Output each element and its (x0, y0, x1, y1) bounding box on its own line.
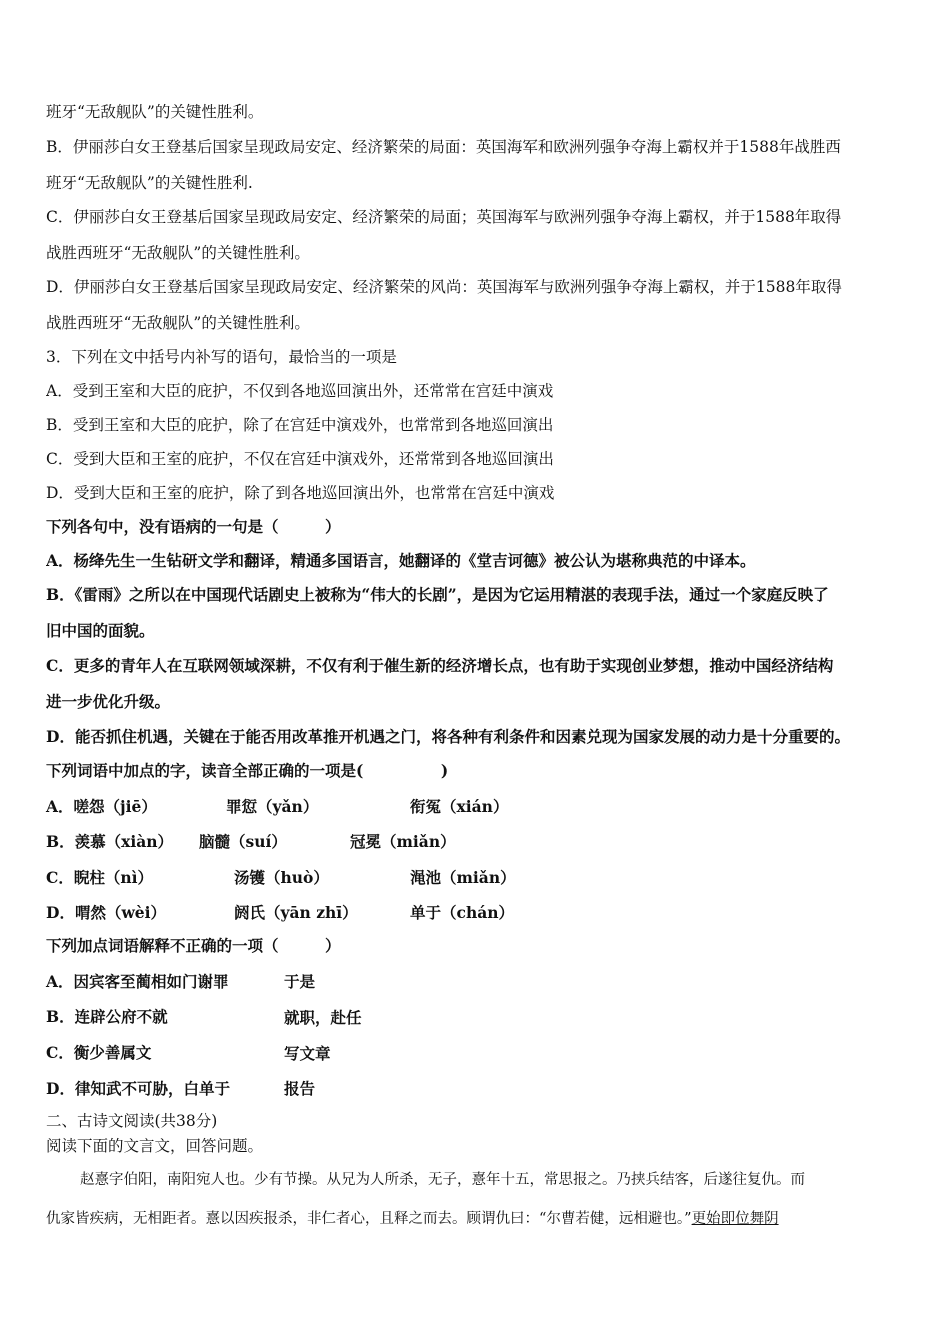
q3-option-b: B．受到王室和大臣的庇护，除了在宫廷中演戏外，也常常到各地巡回演出 (46, 416, 554, 434)
question-pronunciation: 下列词语中加点的字，读音全部正确的一项是( ) (46, 761, 449, 780)
option-b: B．伊丽莎白女王登基后国家呈现政局安定、经济繁荣的局面：英国海军和欧洲列强争夺海上霸权并于1588年战胜西 (46, 138, 841, 156)
passage-line-2-text: 仇家皆疾病，无相距者。憙以因疾报杀，非仁者心，且释之而去。顾谓仇曰：“尔曹若健，远相避也。” (46, 1211, 692, 1227)
passage-underlined-text: 更始即位舞阴 (691, 1211, 779, 1227)
grammar-option-b: B．《雷雨》之所以在中国现代话剧史上被称为“伟大的长剧”，是因为它运用精湛的表现手法，通过一个家庭反映了 (46, 585, 829, 604)
option-b-continuation: 班牙“无敌舰队”的关键性胜利. (46, 174, 253, 192)
question-grammar: 下列各句中，没有语病的一句是（ ） (46, 517, 341, 536)
explain-d-term: D．律知武不可胁，白单于 (46, 1079, 230, 1098)
question-explanation: 下列加点词语解释不正确的一项（ ） (46, 936, 341, 955)
grammar-option-b-continuation: 旧中国的面貌。 (46, 621, 155, 640)
explain-b-term: B．连辟公府不就 (46, 1007, 168, 1026)
option-c-continuation: 战胜西班牙“无敌舰队”的关键性胜利。 (46, 244, 310, 262)
pinyin-c-3: 渑池（miǎn） (410, 868, 516, 887)
passage-line-2 (46, 1209, 904, 1229)
pinyin-c-1: C．睨柱（nì） (46, 868, 153, 887)
passage-line-1: 赵憙字伯阳，南阳宛人也。少有节操。从兄为人所杀，无子，憙年十五，常思报之。乃挟兵结客，后遂往复仇。而 (80, 1172, 805, 1188)
grammar-option-c-continuation: 进一步优化升级。 (46, 692, 171, 711)
option-a-continuation: 班牙“无敌舰队”的关键性胜利。 (46, 103, 264, 121)
section-instructions: 阅读下面的文言文，回答问题。 (46, 1137, 264, 1155)
pinyin-b-3: 冠冕（miǎn） (350, 832, 456, 851)
q3-option-d: D．受到大臣和王室的庇护，除了到各地巡回演出外，也常常在宫廷中演戏 (46, 484, 555, 502)
pinyin-d-3: 单于（chán） (410, 903, 515, 922)
explain-c-meaning: 写文章 (284, 1044, 331, 1063)
q3-option-a: A．受到王室和大臣的庇护，不仅到各地巡回演出外，还常常在宫廷中演戏 (46, 382, 554, 400)
question-3: 3．下列在文中括号内补写的语句，最恰当的一项是 (46, 348, 397, 366)
pinyin-a-1: A．嗟怨（jiē） (46, 797, 157, 816)
explain-b-meaning: 就职，赴任 (284, 1008, 362, 1027)
grammar-option-c: C．更多的青年人在互联网领域深耕，不仅有利于催生新的经济增长点，也有助于实现创业梦想，推动中国经济结构 (46, 656, 834, 675)
explain-a-meaning: 于是 (284, 972, 316, 991)
pinyin-d-1: D．喟然（wèi） (46, 903, 167, 922)
pinyin-a-2: 罪愆（yǎn） (226, 797, 319, 816)
section-title: 二、古诗文阅读(共38分) (46, 1112, 218, 1130)
explain-d-meaning: 报告 (284, 1079, 316, 1098)
pinyin-d-2: 阏氏（yān zhī） (234, 903, 358, 922)
option-c: C．伊丽莎白女王登基后国家呈现政局安定、经济繁荣的局面；英国海军与欧洲列强争夺海上霸权，并于1588年取得 (46, 208, 842, 226)
pinyin-b-2: 脑髓（suí） (199, 832, 287, 851)
pinyin-a-3: 衔冤（xián） (410, 797, 509, 816)
option-d-continuation: 战胜西班牙“无敌舰队”的关键性胜利。 (46, 314, 310, 332)
pinyin-c-2: 汤镬（huò） (234, 868, 329, 887)
pinyin-b-1: B．羡慕（xiàn） (46, 832, 174, 851)
option-d: D．伊丽莎白女王登基后国家呈现政局安定、经济繁荣的风尚：英国海军与欧洲列强争夺海上霸权，并于1588年取得 (46, 278, 842, 296)
q3-option-c: C．受到大臣和王室的庇护，不仅在宫廷中演戏外，还常常到各地巡回演出 (46, 450, 554, 468)
grammar-option-d: D．能否抓住机遇，关键在于能否用改革推开机遇之门，将各种有利条件和因素兑现为国家发展的动力是十分重要的。 (46, 727, 850, 746)
explain-a-term: A．因宾客至蔺相如门谢罪 (46, 972, 229, 991)
explain-c-term: C．衡少善属文 (46, 1043, 152, 1062)
grammar-option-a: A．杨绛先生一生钻研文学和翻译，精通多国语言，她翻译的《堂吉诃德》被公认为堪称典范的中译本。 (46, 551, 756, 570)
